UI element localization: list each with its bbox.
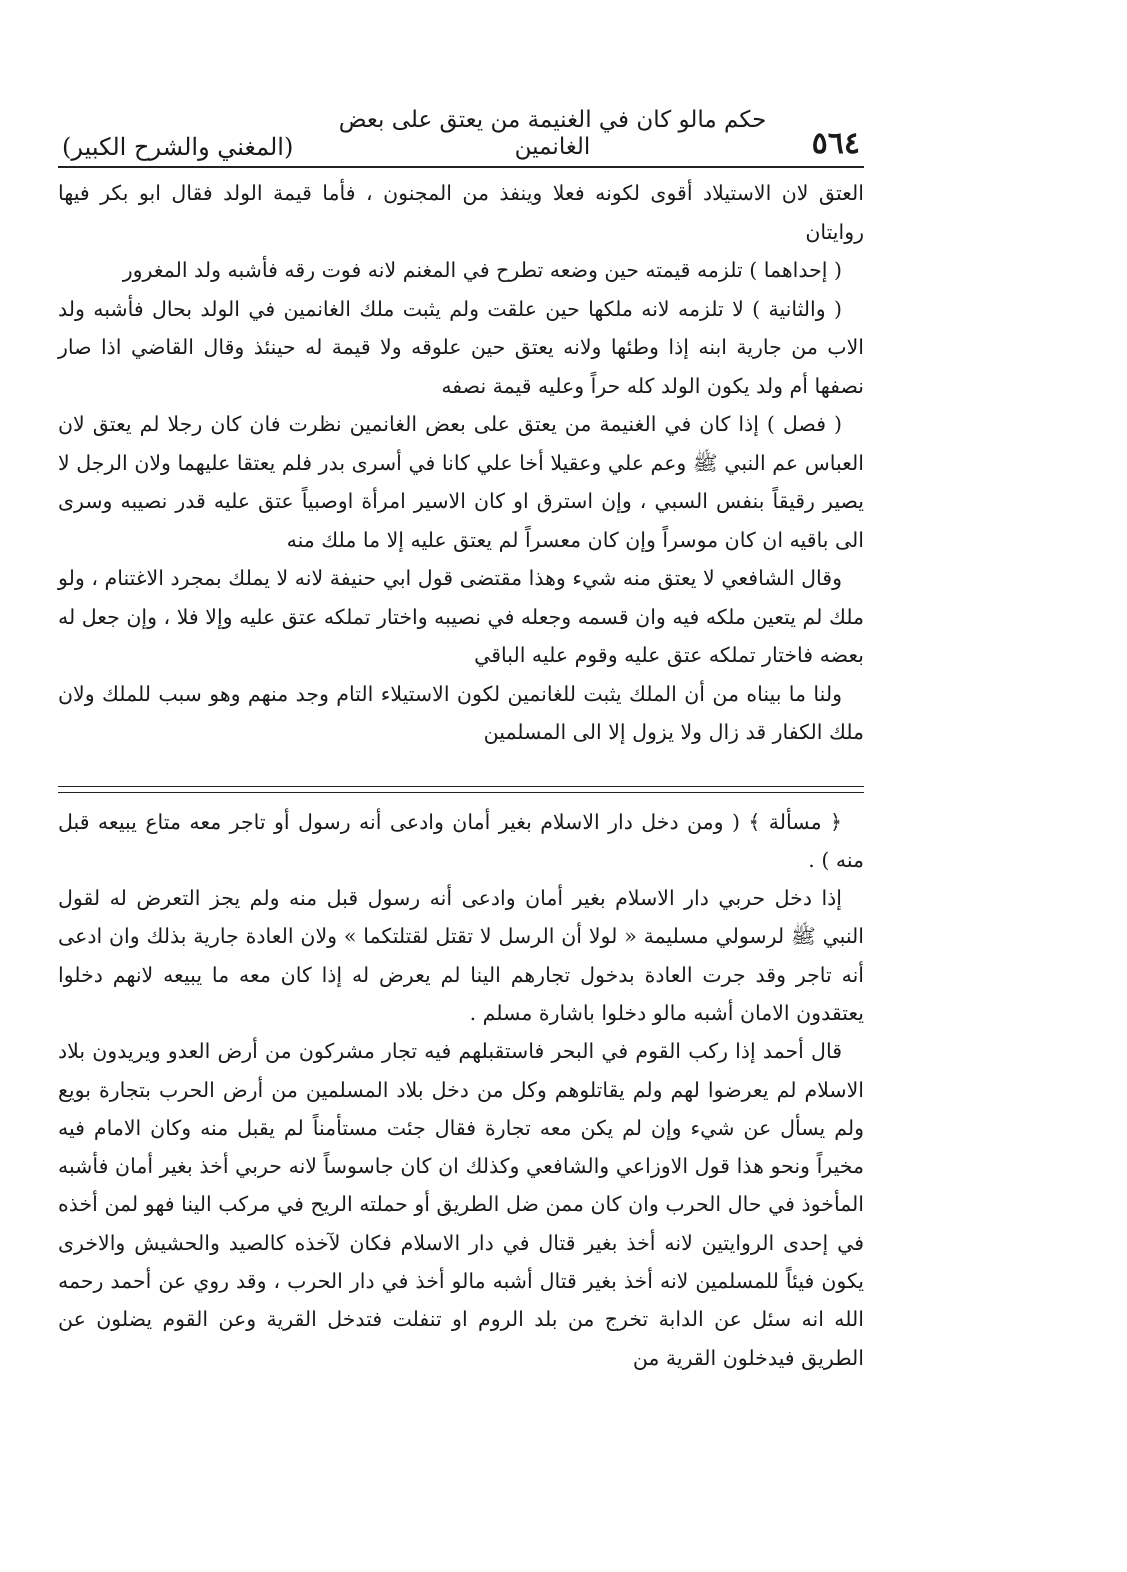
paragraph: ( إحداهما ) تلزمه قيمته حين وضعه تطرح في المغنم لانه فوت رقه فأشبه ولد المغرور <box>122 258 842 282</box>
section-divider <box>58 786 864 793</box>
paragraph: إذا دخل حربي دار الاسلام بغير أمان وادعى أنه رسول قبل منه ولم يجز التعرض له لقول النبي ﷺ لرسولي مسليمة « لولا أن الرسل لا تقتل لقتلتكما » ولان العادة جارية بذلك وان ادعى أنه تاجر وقد جرت العادة بدخول تجارهم الينا لم يعرض له إذا كان معه ما يبيعه لانهم دخلوا يعتقدون الامان أشبه مالو دخلوا باشارة مسلم . <box>58 886 864 1025</box>
page-number: ٥٦٤ <box>811 126 860 161</box>
running-title: حكم مالو كان في الغنيمة من يعتق على بعض الغانمين <box>338 106 767 161</box>
commentary-section <box>58 174 864 752</box>
paragraph: ( والثانية ) لا تلزمه لانه ملكها حين علقت ولم يثبت ملك الغانمين في الولد بحال فأشبه ولد الاب من جارية ابنه إذا وطئها ولانه يعتق حين علوقه ولا قيمة له حينئذ وقال القاضي اذا صار نصفها أم ولد يكون الولد كله حراً وعليه قيمة نصفه <box>58 296 864 398</box>
paragraph: وقال الشافعي لا يعتق منه شيء وهذا مقتضى قول ابي حنيفة لانه لا يملك بمجرد الاغتنام ، ولو ملك لم يتعين ملكه فيه وان قسمه وجعله في نصيبه واختار تملكه عتق عليه وإلا فلا ، وإن جعل له بعضه فاختار تملكه عتق عليه وقوم عليه الباقي <box>58 566 864 667</box>
paragraph: ﴿ مسألة ﴾ ( ومن دخل دار الاسلام بغير أمان وادعى أنه رسول أو تاجر معه متاع يبيعه قبل منه ) . <box>58 809 864 872</box>
sharh-section <box>58 803 864 1377</box>
book-title: (المغني والشرح الكبير) <box>62 133 294 162</box>
paragraph: العتق لان الاستيلاد أقوى لكونه فعلا وينفذ من المجنون ، فأما قيمة الولد فقال ابو بكر فيها روايتان <box>58 181 864 244</box>
document-page <box>58 100 864 1377</box>
page-header <box>58 100 864 162</box>
header-rule <box>58 166 864 168</box>
paragraph: قال أحمد إذا ركب القوم في البحر فاستقبلهم فيه تجار مشركون من أرض العدو ويريدون بلاد الاسلام لم يعرضوا لهم ولم يقاتلوهم وكل من دخل بلاد المسلمين من أرض الحرب بتجارة بويع ولم يسأل عن شيء وإن لم يكن معه تجارة فقال جئت مستأمناً لم يقبل منه وكان الامام فيه مخيراً ونحو هذا قول الاوزاعي والشافعي وكذلك ان كان جاسوساً لانه حربي أخذ بغير أمان فأشبه المأخوذ في حال الحرب وان كان ممن ضل الطريق أو حملته الريح في مركب الينا فهو لمن أخذه في إحدى الروايتين لانه أخذ بغير قتال في دار الاسلام فكان لآخذه كالصيد والحشيش والاخرى يكون فيئاً للمسلمين لانه أخذ بغير قتال أشبه مالو أخذ في دار الحرب ، وقد روي عن أحمد رحمه الله انه سئل عن الدابة تخرج من بلد الروم او تنفلت فتدخل القرية وعن القوم يضلون عن الطريق فيدخلون القرية من <box>58 1039 864 1370</box>
paragraph: ( فصل ) إذا كان في الغنيمة من يعتق على بعض الغانمين نظرت فان كان رجلا لم يعتق لان العباس عم النبي ﷺ وعم علي وعقيلا أخا علي كانا في أسرى بدر فلم يعتقا عليهما ولان الرجل لا يصير رقيقاً بنفس السبي ، وإن استرق او كان الاسير امرأة اوصبياً عتق عليه قدر نصيبه وسرى الى باقيه ان كان موسراً وإن كان معسراً لم يعتق عليه إلا ما ملك منه <box>58 412 864 552</box>
paragraph: ولنا ما بيناه من أن الملك يثبت للغانمين لكون الاستيلاء التام وجد منهم وهو سبب للملك ولان ملك الكفار قد زال ولا يزول إلا الى المسلمين <box>58 681 864 744</box>
